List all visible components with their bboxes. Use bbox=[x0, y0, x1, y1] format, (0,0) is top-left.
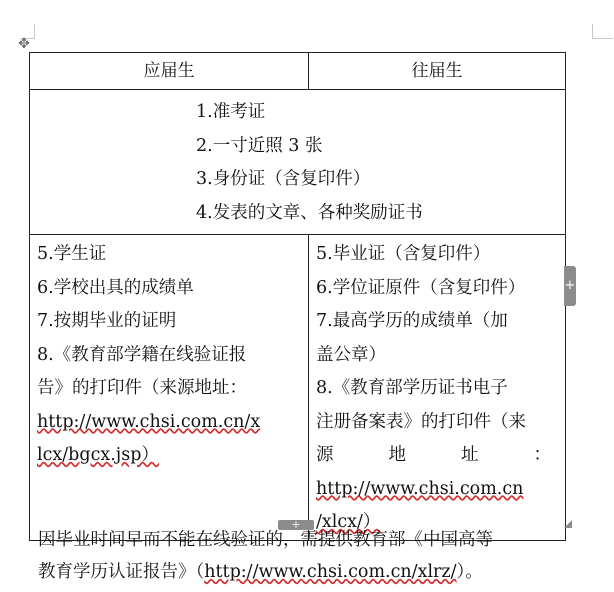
source-char: 址 bbox=[461, 445, 479, 465]
previous-item: 6.学位证原件（含复印件） bbox=[316, 277, 526, 298]
add-column-icon[interactable]: + bbox=[564, 266, 576, 306]
common-item: 1.准考证 bbox=[196, 102, 266, 122]
previous-item: 5.毕业证（含复印件） bbox=[316, 244, 491, 264]
footnote-line-2 bbox=[38, 556, 598, 588]
previous-source-url-tail[interactable]: /xlcx/） bbox=[316, 512, 381, 532]
common-item: 4.发表的文章、各种奖励证书 bbox=[196, 202, 423, 223]
fresh-item: 6.学校出具的成绩单 bbox=[37, 277, 194, 298]
add-row-icon[interactable]: + bbox=[278, 520, 314, 530]
fresh-source-url-end bbox=[37, 439, 308, 473]
footnote-paragraph bbox=[38, 524, 598, 588]
requirements-table bbox=[29, 52, 566, 541]
footnote-prefix: 教育学历认证报告》（ bbox=[38, 562, 205, 582]
source-char: 地 bbox=[388, 445, 406, 465]
previous-item: 7.最高学历的成绩单（加 bbox=[316, 311, 508, 331]
footnote-suffix: ）。 bbox=[456, 562, 483, 582]
footnote-url[interactable]: http://www.chsi.com.cn/xlrz/ bbox=[204, 562, 457, 582]
fresh-item: 8.《教育部学籍在线验证报 bbox=[37, 344, 247, 365]
previous-source-url[interactable]: http://www.chsi.com.cn bbox=[316, 478, 524, 499]
previous-source-label bbox=[316, 439, 565, 473]
fresh-item: 7.按期毕业的证明 bbox=[37, 311, 177, 331]
common-requirements-cell bbox=[30, 90, 566, 235]
fresh-source-url[interactable]: http://www.chsi.com.cn/x bbox=[37, 411, 261, 432]
footnote-line-1: 因毕业时间早而不能在线验证的，需提供教育部《中国高等 bbox=[38, 530, 493, 550]
previous-item: 8.《教育部学历证书电子 bbox=[316, 378, 508, 398]
fresh-item: 5.学生证 bbox=[37, 244, 107, 264]
common-item: 2.一寸近照 3 张 bbox=[196, 135, 323, 156]
fresh-source-url-tail[interactable]: lcx/bgcx.jsp） bbox=[37, 445, 159, 465]
header-previous-graduates: 往届生 bbox=[309, 53, 566, 90]
page-margin-corner-right bbox=[592, 24, 613, 39]
previous-item: 注册备案表》的打印件（来 bbox=[316, 411, 526, 432]
table-move-icon[interactable]: ✥ bbox=[18, 36, 30, 52]
fresh-graduate-requirements-cell bbox=[30, 235, 309, 541]
source-char: ： bbox=[533, 445, 551, 465]
source-char: 源 bbox=[316, 445, 334, 465]
previous-item: 盖公章） bbox=[316, 344, 386, 365]
common-item: 3.身份证（含复印件） bbox=[196, 169, 371, 189]
previous-graduate-requirements-cell bbox=[309, 235, 566, 541]
header-fresh-graduates: 应届生 bbox=[30, 53, 309, 90]
fresh-item: 告》的打印件（来源地址： bbox=[37, 378, 247, 398]
